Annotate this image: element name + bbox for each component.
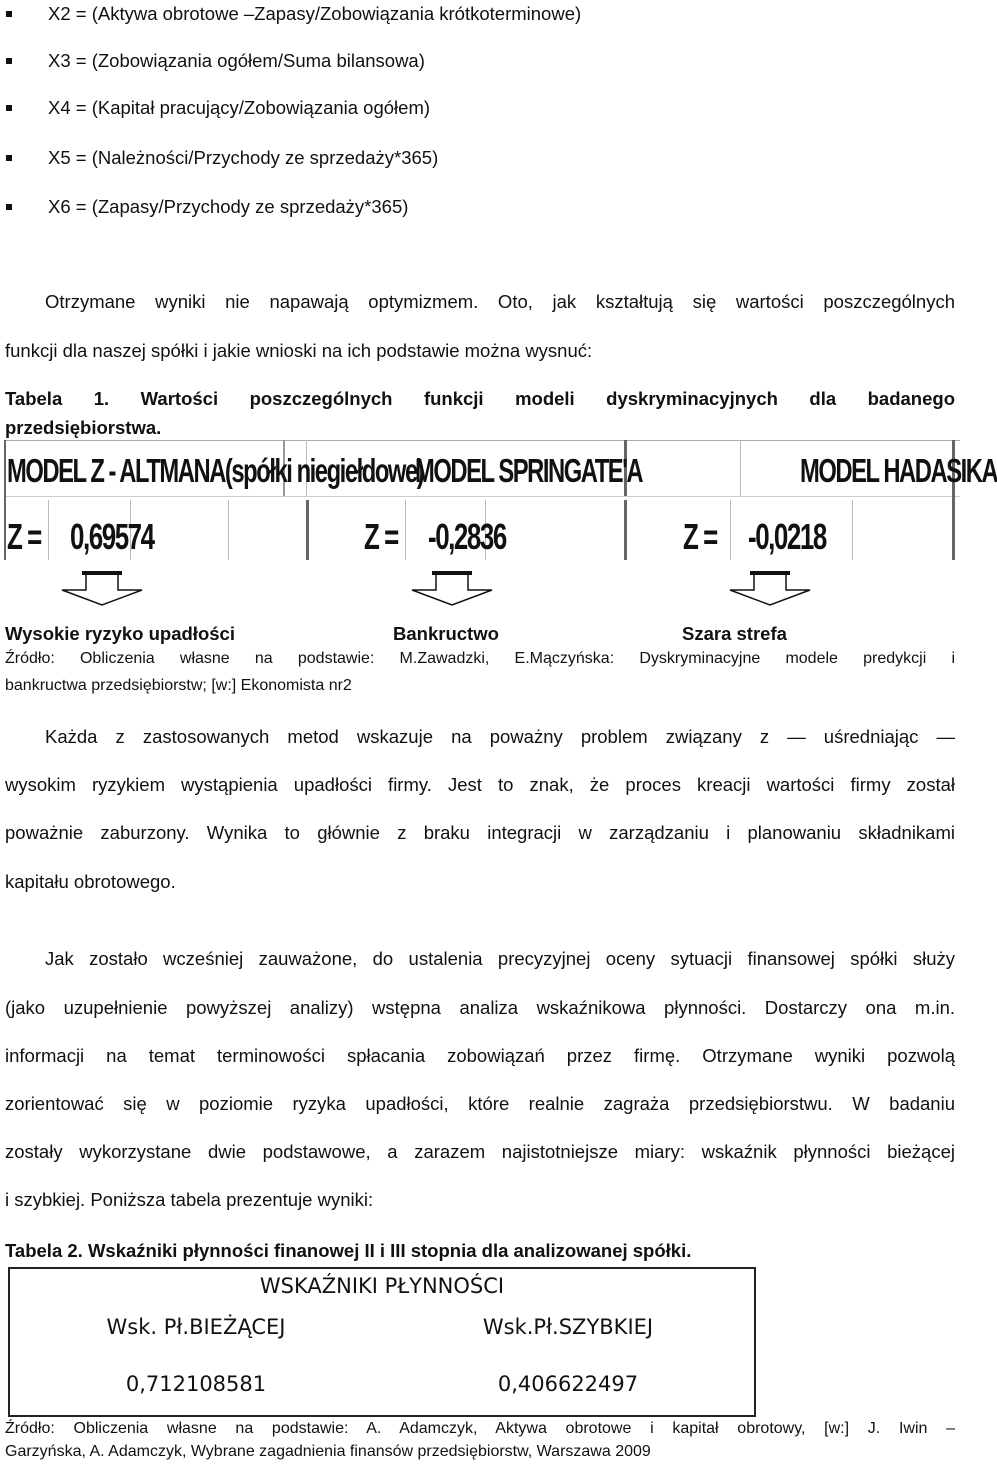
table1-source: Źródło: Obliczenia własne na podstawie: M.Zawadzki, E.Mączyńska: Dyskryminacyjne modele predykcji i bbox=[5, 650, 955, 667]
down-arrow-icon bbox=[410, 570, 494, 606]
table2-caption: Tabela 2. Wskaźniki płynności finanowej II i III stopnia dla analizowanej spółki. bbox=[5, 1240, 692, 1261]
paragraph-line: zorientować się w poziomie ryzyka upadłości, które realnie zagraża przedsiębiorstwu. W badaniu bbox=[5, 1093, 955, 1114]
grid-line bbox=[624, 500, 627, 560]
paragraph-line: Każda z zastosowanych metod wskazuje na poważny problem związany z — uśredniając — bbox=[45, 726, 955, 747]
table1-top-border bbox=[4, 440, 960, 441]
model-hadasik-label: MODEL HADASIKA bbox=[800, 452, 997, 489]
liquidity-table bbox=[8, 1267, 756, 1417]
table1-caption-cont: przedsiębiorstwa. bbox=[5, 417, 162, 438]
model-springate-label: MODEL SPRINGATE'A bbox=[415, 452, 643, 489]
table2-header: WSKAŹNIKI PŁYNNOŚCI bbox=[259, 1273, 505, 1298]
down-arrow-icon bbox=[728, 570, 812, 606]
paragraph-line: informacji na temat terminowości spłacania zobowiązań przez firmę. Otrzymane wyniki pozwolą bbox=[5, 1045, 955, 1066]
paragraph-line: (jako uzupełnienie powyższej analizy) wstępna analiza wskaźnikowa płynności. Dostarczy ona m.in. bbox=[5, 997, 955, 1018]
table1-mid-border bbox=[4, 496, 960, 497]
grid-line bbox=[48, 500, 49, 560]
z-value-springate: -0,2836 bbox=[428, 516, 506, 557]
col-quick-ratio: Wsk.Pł.SZYBKIEJ bbox=[482, 1315, 654, 1339]
z-value-altman: 0,69574 bbox=[70, 516, 154, 557]
intro-line: funkcji dla naszej spółki i jakie wnioski na ich podstawie można wysnuć: bbox=[5, 340, 593, 361]
bullet-square-icon bbox=[6, 11, 12, 17]
z-label: Z = bbox=[683, 516, 717, 557]
z-value-hadasik: -0,0218 bbox=[748, 516, 826, 557]
table2-source-cont: Garzyńska, A. Adamczyk, Wybrane zagadnienia finansów przedsiębiorstw, Warszawa 2009 bbox=[5, 1443, 651, 1460]
grid-line bbox=[730, 500, 731, 560]
bullet-square-icon bbox=[6, 58, 12, 64]
paragraph-line: wysokim ryzykiem wystąpienia upadłości firmy. Jest to znak, że proces kreacji wartości firmy został bbox=[5, 774, 955, 795]
z-label: Z = bbox=[7, 516, 41, 557]
grid-line bbox=[405, 500, 406, 560]
current-ratio-value: 0,712108581 bbox=[125, 1371, 267, 1396]
bullet-square-icon bbox=[6, 204, 12, 210]
result-hadasik: Szara strefa bbox=[682, 623, 787, 644]
grid-line bbox=[852, 500, 853, 560]
paragraph-line: kapitału obrotowego. bbox=[5, 871, 176, 892]
table1-caption: Tabela 1. Wartości poszczególnych funkcji modeli dyskryminacyjnych dla badanego bbox=[5, 388, 955, 409]
quick-ratio-value: 0,406622497 bbox=[497, 1371, 639, 1396]
table1-source-cont: bankructwa przedsiębiorstw; [w:] Ekonomista nr2 bbox=[5, 677, 352, 694]
col-current-ratio: Wsk. Pł.BIEŻĄCEJ bbox=[106, 1315, 286, 1339]
down-arrow-icon bbox=[60, 570, 144, 606]
bullet-square-icon bbox=[6, 105, 12, 111]
grid-line bbox=[228, 500, 229, 560]
result-springate: Bankructwo bbox=[393, 623, 499, 644]
grid-line bbox=[306, 500, 309, 560]
table2-source: Źródło: Obliczenia własne na podstawie: A. Adamczyk, Aktywa obrotowe i kapitał obrotowy, [w:] J. Iwin – bbox=[5, 1420, 955, 1437]
paragraph-line: zostały wykorzystane dwie podstawowe, a zarazem najistotniejsze miary: wskaźnik płynności bieżącej bbox=[5, 1141, 955, 1162]
bullet-square-icon bbox=[6, 155, 12, 161]
paragraph-line: poważnie zaburzony. Wynika to głównie z braku integracji w zarządzaniu i planowaniu składnikami bbox=[5, 822, 955, 843]
grid-line bbox=[4, 440, 6, 560]
grid-line bbox=[740, 440, 741, 496]
model-altman-label: MODEL Z - ALTMANA(spółki niegiełdowe) bbox=[7, 452, 424, 489]
result-altman: Wysokie ryzyko upadłości bbox=[5, 623, 235, 644]
z-label: Z = bbox=[364, 516, 398, 557]
paragraph-line: Jak zostało wcześniej zauważone, do ustalenia precyzyjnej oceny sytuacji finansowej spółki służy bbox=[45, 948, 955, 969]
paragraph-line: i szybkiej. Poniższa tabela prezentuje wyniki: bbox=[5, 1189, 374, 1210]
intro-line: Otrzymane wyniki nie napawają optymizmem. Oto, jak kształtują się wartości poszczególnych bbox=[45, 291, 955, 312]
